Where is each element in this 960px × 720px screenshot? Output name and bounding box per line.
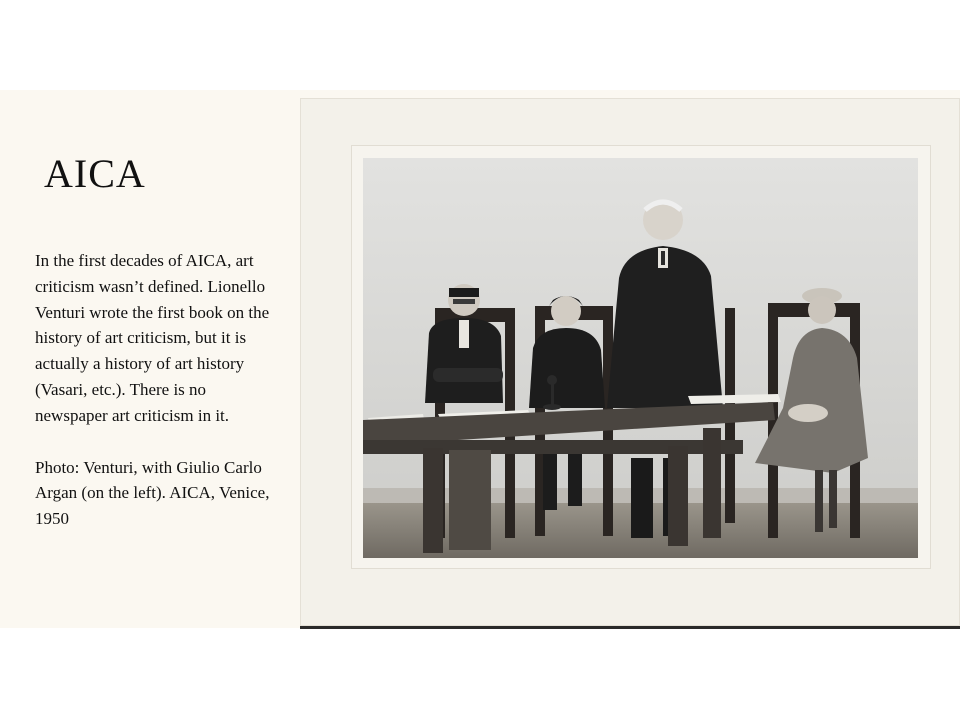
slide-body bbox=[35, 248, 275, 558]
slide-title: AICA bbox=[44, 151, 146, 196]
historical-photograph bbox=[363, 158, 918, 558]
photograph-icon bbox=[363, 158, 918, 558]
photo-caption: Photo: Venturi, with Giulio Carlo Argan (on the left). AICA, Venice, 1950 bbox=[35, 457, 270, 529]
description-paragraph: In the first decades of AICA, art criticism wasn’t defined. Lionello Venturi wrote the first book on the history of art criticism, but it is actually a history of art history (Vasari, etc.). There is no newspaper art criticism in it. bbox=[35, 251, 270, 425]
